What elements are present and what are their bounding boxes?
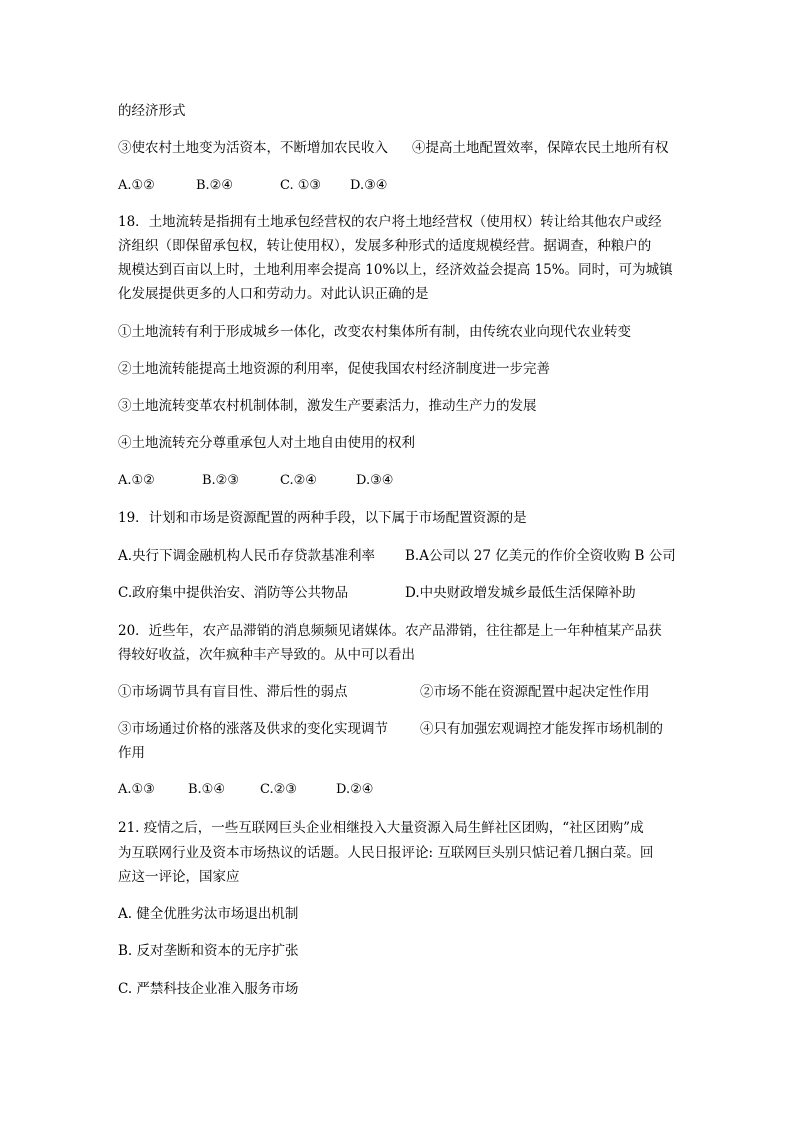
q21-option-c: C. 严禁科技企业准入服务市场 bbox=[118, 981, 299, 997]
q19-option-d: D.中央财政增发城乡最低生活保障补助 bbox=[405, 585, 636, 601]
q18-option-b: B.②③ bbox=[202, 473, 239, 488]
q18-statement-1: ①土地流转有利于形成城乡一体化，改变农村集体所有制，由传统农业向现代农业转变 bbox=[118, 324, 631, 340]
q20-statement-1: ①市场调节具有盲目性、滞后性的弱点 bbox=[118, 684, 348, 700]
q17-option-c: C. ①③ bbox=[280, 178, 322, 193]
q20-option-a: A.①③ bbox=[118, 782, 155, 797]
q18-stem-line-1: 18．土地流转是指拥有土地承包经营权的农户将土地经营权（使用权）转让给其他农户或经 bbox=[118, 214, 662, 230]
q20-statement-4: ④只有加强宏观调控才能发挥市场机制的 bbox=[420, 721, 663, 737]
q17-statement-3: ③使农村土地变为活资本，不断增加农民收入 bbox=[118, 140, 388, 156]
q17-option-a: A.①② bbox=[118, 178, 155, 193]
q20-stem-line-1: 20．近些年，农产品滞销的消息频频见诸媒体。农产品滞销，往往都是上一年种植某产品获 bbox=[118, 623, 662, 639]
q20-option-c: C.②③ bbox=[260, 782, 297, 797]
q21-stem-line-1: 21. 疫情之后，一些互联网巨头企业相继投入大量资源入局生鲜社区团购，“社区团购”成 bbox=[118, 820, 644, 836]
q21-stem-line-3: 应这一评论，国家应 bbox=[118, 869, 240, 885]
q21-option-b: B. 反对垄断和资本的无序扩张 bbox=[118, 943, 299, 959]
q18-option-c: C.②④ bbox=[280, 473, 317, 488]
q17-option-b: B.②④ bbox=[196, 178, 233, 193]
q17-stem-tail: 的经济形式 bbox=[118, 103, 186, 119]
q21-option-a: A. 健全优胜劣汰市场退出机制 bbox=[118, 906, 299, 922]
q18-statement-2: ②土地流转能提高土地资源的利用率，促使我国农村经济制度进一步完善 bbox=[118, 361, 550, 377]
q18-option-a: A.①② bbox=[118, 473, 155, 488]
q20-statement-3: ③市场通过价格的涨落及供求的变化实现调节 bbox=[118, 721, 388, 737]
q18-option-d: D.③④ bbox=[356, 473, 394, 488]
q17-statement-4: ④提高土地配置效率，保障农民土地所有权 bbox=[412, 140, 669, 156]
q20-stem-line-2: 得较好收益，次年疯种丰产导致的。从中可以看出 bbox=[118, 647, 415, 663]
q18-statement-4: ④土地流转充分尊重承包人对土地自由使用的权利 bbox=[118, 435, 415, 451]
q20-statement-2: ②市场不能在资源配置中起决定性作用 bbox=[420, 684, 650, 700]
q20-statement-4-cont: 作用 bbox=[118, 745, 145, 761]
q18-stem-line-4: 化发展提供更多的人口和劳动力。对此认识正确的是 bbox=[118, 286, 429, 302]
q18-stem-line-3: 规模达到百亩以上时，土地利用率会提高 10%以上，经济效益会提高 15%。同时，可为城镇 bbox=[118, 262, 673, 278]
q18-statement-3: ③土地流转变革农村机制体制，激发生产要素活力，推动生产力的发展 bbox=[118, 398, 537, 414]
q18-stem-line-2: 济组织（即保留承包权，转让使用权），发展多种形式的适度规模经营。据调查，种粮户的 bbox=[118, 238, 652, 254]
q17-option-d: D.③④ bbox=[350, 178, 388, 193]
q19-stem: 19．计划和市场是资源配置的两种手段，以下属于市场配置资源的是 bbox=[118, 510, 527, 526]
q21-stem-line-2: 为互联网行业及资本市场热议的话题。人民日报评论: 互联网巨头别只惦记着几捆白菜。回 bbox=[118, 845, 654, 861]
q19-option-b: B.A公司以 27 亿美元的作价全资收购 B 公司 bbox=[405, 548, 676, 564]
q20-option-b: B.①④ bbox=[188, 782, 225, 797]
q20-option-d: D.②④ bbox=[336, 782, 374, 797]
q19-option-a: A.央行下调金融机构人民币存贷款基准利率 bbox=[118, 548, 376, 564]
q19-option-c: C.政府集中提供治安、消防等公共物品 bbox=[118, 585, 349, 601]
